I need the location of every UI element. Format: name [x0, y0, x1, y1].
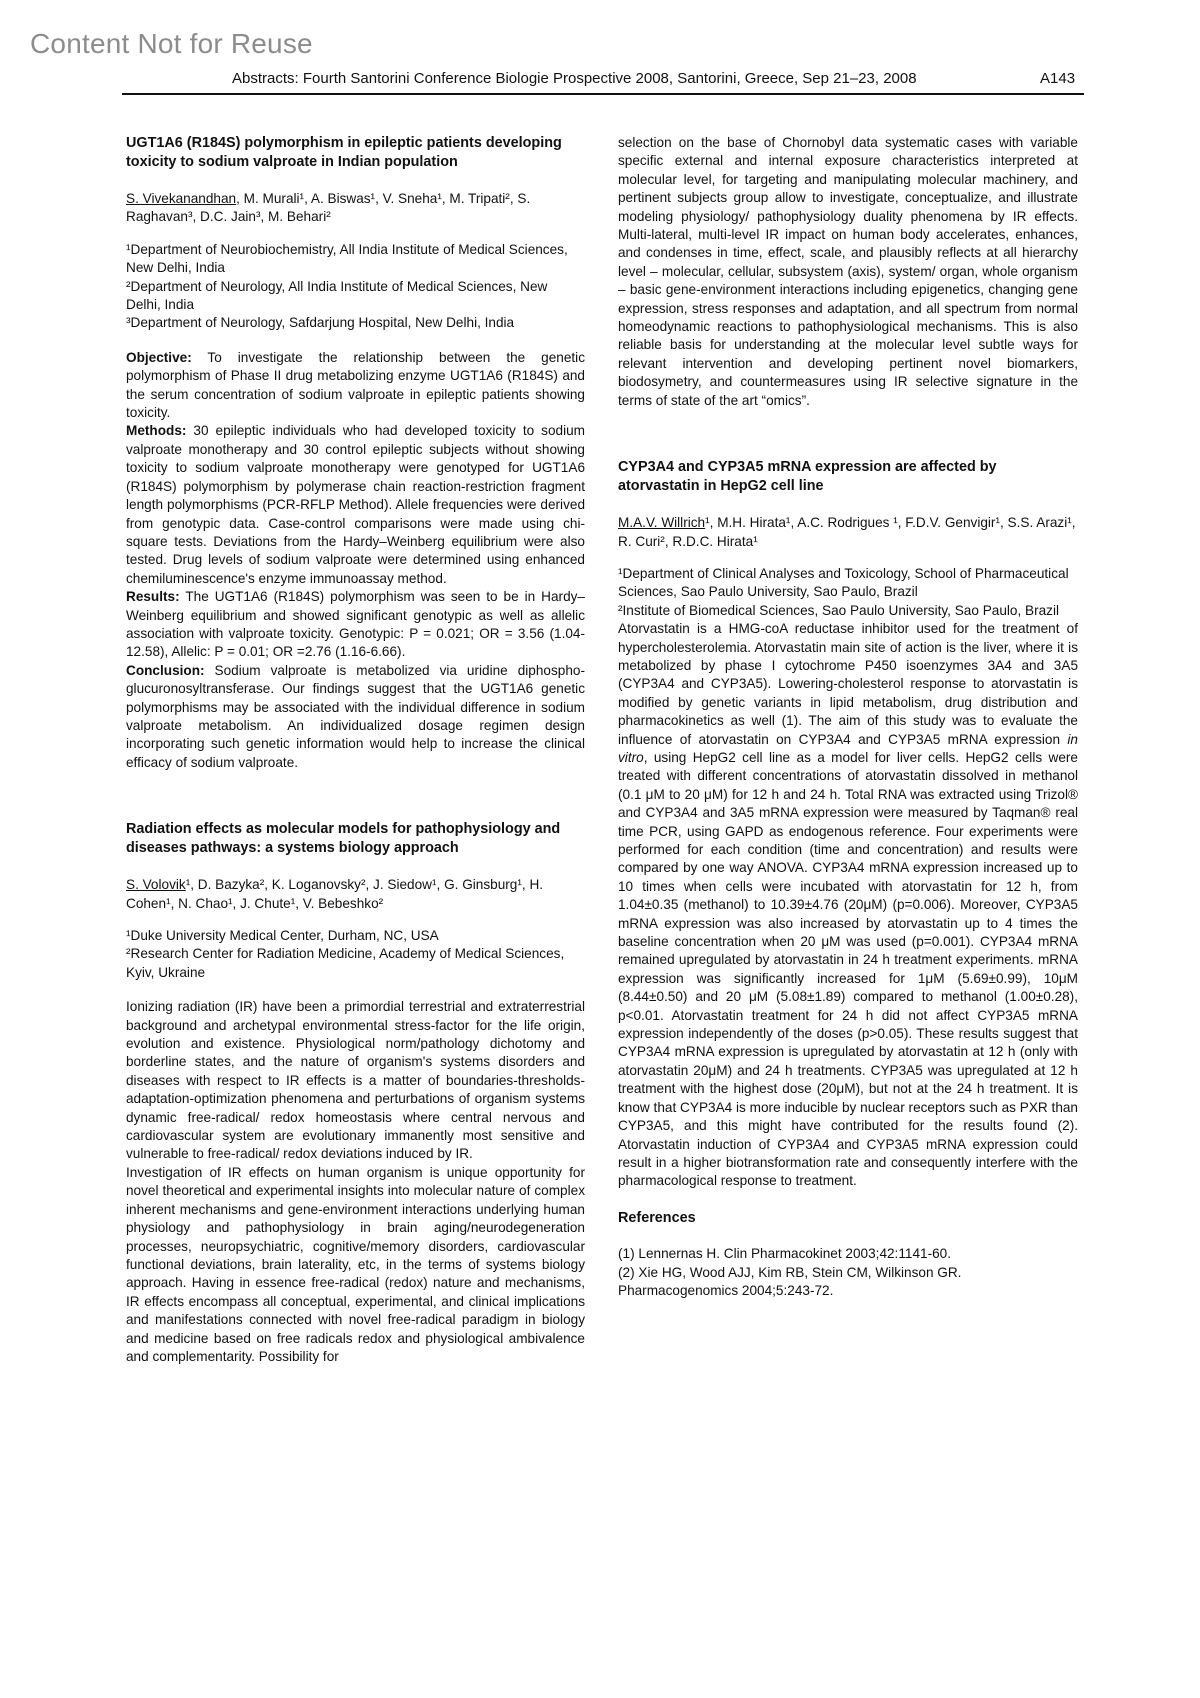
- left-column: [126, 134, 585, 1366]
- body-text: Atorvastatin is a HMG-coA reductase inhibitor used for the treatment of hypercholesterolemia. Atorvastatin main site of action is the liver, where it is metabolized by phase I cytochrome P450 isoenzymes 3A4 and 3A5 (CYP3A4 and CYP3A5). Lowering-cholesterol response to atorvastatin is modified by genetic variants in lipid metabolism, drug distribution and pharmacokinetics as well (1). The aim of this study was to evaluate the influence of atorvastatin on CYP3A4 and CYP3A5 mRNA expression: [618, 621, 1078, 747]
- abstract2-continuation: selection on the base of Chornobyl data systematic cases with variable specific external and internal exposure characteristics interpreted at molecular level, for targeting and manipulating molecular machinery, and pertinent subjects group allow to investigate, conceptualize, and illustrate modeling physiology/ pathophysiology duality phenomena by IR effects. Multi-lateral, multi-level IR impact on human body accelerates, enhances, and condenses in time, effect, scale, and plausibly reflects at all hierarchy level – molecular, cellular, subsystem (axis), system/ organ, whole organism – basic gene-environment interactions including epigenetics, changing gene expression, stress responses and adaptation, and all spectrum from normal homeodynamic reactions to pathophysiological mechanisms. This is also reliable basis for understanding at the molecular level subtle ways for relevant intervention and developing pertinent novel biomarkers, biodosymetry, and countermeasures using IR selective signature in the terms of state of the art “omics”.: [618, 135, 1078, 408]
- reference-item: (2) Xie HG, Wood AJJ, Kim RB, Stein CM, Wilkinson GR. Pharmacogenomics 2004;5:243-72.: [618, 1264, 962, 1298]
- abstract3-body: [618, 620, 1078, 1191]
- affiliation: ¹Duke University Medical Center, Durham, NC, USA: [126, 928, 439, 943]
- affiliation: ²Research Center for Radiation Medicine, Academy of Medical Sciences, Kyiv, Ukraine: [126, 946, 565, 980]
- abstract1-coauthors: , M. Murali¹, A. Biswas¹, V. Sneha¹, M. Tripati², S. Raghavan³, D.C. Jain³, M. Behari²: [126, 191, 531, 225]
- conclusion-text: Sodium valproate is metabolized via uridine diphospho-glucuronosyltransferase. Our findings suggest that the UGT1A6 genetic polymorphisms may be associated with the individual difference in sodium valproate metabolism. An individualized dosage regimen design incorporating such genetic information would help to increase the clinical efficacy of sodium valproate.: [126, 662, 585, 770]
- abstract3-presenting-author: M.A.V. Willrich: [618, 515, 706, 531]
- right-column: [618, 134, 1078, 1300]
- page-number: A143: [1040, 70, 1076, 87]
- conclusion-label: Conclusion:: [126, 662, 205, 678]
- abstract3-coauthors: ¹, M.H. Hirata¹, A.C. Rodrigues ¹, F.D.V. Genvigir¹, S.S. Arazi¹, R. Curi², R.D.C. Hirata¹: [618, 515, 1076, 549]
- affiliation: ¹Department of Clinical Analyses and Toxicology, School of Pharmaceutical Sciences, Sao Paulo University, Sao Paulo, Brazil: [618, 565, 1069, 600]
- abstract2-body: [126, 998, 585, 1366]
- abstract1-body: [126, 349, 585, 772]
- running-header: Abstracts: Fourth Santorini Conference Biologie Prospective 2008, Santorini, Greece, Sep 21–23, 2008: [232, 70, 917, 87]
- abstract1-presenting-author: S. Vivekanandhan: [126, 191, 237, 206]
- abstract2-presenting-author: S. Volovik: [126, 877, 186, 893]
- paragraph: Investigation of IR effects on human organism is unique opportunity for novel theoretical and experimental insights into molecular nature of complex inherent mechanisms and gene-environment interactions underlying human physiology and pathophysiology in brain aging/neurodegeneration processes, neuropsychiatric, cognitive/memory disorders, cardiovascular functional deviations, brain laterality, etc, in the terms of systems biology approach. Having in essence free-radical (redox) nature and mechanisms, IR effects encompass all conceptual, experimental, and clinical implications and manifestations connected with novel free-radical paradigm in biology and medicine based on free radicals redox and physiological ambivalence and complementarity. Possibility for: [126, 1164, 585, 1364]
- results-label: Results:: [126, 589, 180, 605]
- affiliation: ²Department of Neurology, All India Institute of Medical Sciences, New Delhi, India: [126, 278, 548, 313]
- abstract3-authors: [618, 514, 1078, 551]
- methods-label: Methods:: [126, 423, 187, 439]
- body-text: , using HepG2 cell line as a model for liver cells. HepG2 cells were treated with different concentrations of atorvastatin dissolved in methanol (0.1 μM to 20 μM) for 12 h and 24 h. Total RNA was extracted using Trizol® and CYP3A4 and 3A5 mRNA expression were measured by Taqman® real time PCR, using GAPD as endogenous reference. Four experiments were performed for each condition (time and concentration) and results were compared by one way ANOVA. CYP3A4 mRNA expression increased up to 10 times when cells were incubated with atorvastatin for 12 h, from 1.04±0.35 (methanol) to 10.39±4.76 (20μM) (p=0.006). Moreover, CYP3A5 mRNA expression was also increased by atorvastatin up to 4 times the baseline concentration when 20 μM was used (p=0.001). CYP3A4 mRNA remained upregulated by atorvastatin in 24 h treatment experiments. mRNA expression was significantly increased for 1μM (5.69±0.99), 10μM (8.44±0.50) and 20 μM (5.08±1.89) compared to methanol (1.00±0.28), p<0.01. Atorvastatin treatment for 24 h did not affect CYP3A5 mRNA expression independently of the doses (p>0.05). These results suggest that CYP3A4 mRNA expression is upregulated by atorvastatin at 12 h (only with atorvastatin 20μM) and 24 h treatments. CYP3A5 was upregulated at 12 h treatment with the highest dose (20μM), but not at the 24 h treatment. It is know that CYP3A4 is more inducible by nuclear receptors such as PXR than CYP3A5, and this might have contributed for the results found (2). Atorvastatin induction of CYP3A4 and CYP3A5 mRNA expression could result in a higher biotransformation rate and consequently interfere with the pharmacological response to treatment.: [618, 749, 1078, 1189]
- abstract2-title: Radiation effects as molecular models for pathophysiology and diseases pathways: a systems biology approach: [126, 821, 561, 857]
- objective-label: Objective:: [126, 349, 192, 365]
- affiliation: ³Department of Neurology, Safdarjung Hospital, New Delhi, India: [126, 315, 515, 331]
- abstract2-affiliations: [126, 927, 585, 982]
- conclusion-paragraph: [126, 662, 585, 772]
- methods-text: 30 epileptic individuals who had developed toxicity to sodium valproate monotherapy and 30 control epileptic subjects without showing toxicity to sodium valproate monotherapy were genotyped for UGT1A6 (R184S) polymorphism by polymerase chain reaction-restriction fragment length polymorphisms (PCR-RFLP Method). Allele frequencies were derived from genotypic data. Case-control comparisons were made using chi-square tests. Deviations from the Hardy–Weinberg equilibrium were also tested. Drug levels of sodium valproate were determined using enhanced chemiluminescence's enzyme immunoassay method.: [126, 423, 585, 586]
- abstract1-authors: [126, 190, 585, 227]
- methods-paragraph: [126, 422, 585, 588]
- abstract3-title: CYP3A4 and CYP3A5 mRNA expression are affected by atorvastatin in HepG2 cell line: [618, 459, 997, 495]
- results-text: The UGT1A6 (R184S) polymorphism was seen to be in Hardy–Weinberg equilibrium and showed significant genotypic as well as allelic association with valproate toxicity. Genotypic: P = 0.021; OR = 3.56 (1.04-12.58), Allelic: P = 0.01; OR =2.76 (1.16-6.66).: [126, 589, 585, 660]
- objective-text: To investigate the relationship between the genetic polymorphism of Phase II drug metabolizing enzyme UGT1A6 (R184S) and the serum concentration of sodium valproate in epileptic patients showing toxicity.: [126, 349, 585, 421]
- abstract3-affiliations: [618, 565, 1078, 620]
- abstract1-title: UGT1A6 (R184S) polymorphism in epileptic patients developing toxicity to sodium valproate in Indian population: [126, 135, 562, 170]
- reference-item: (1) Lennernas H. Clin Pharmacokinet 2003;42:1141-60.: [618, 1246, 951, 1262]
- abstract2-coauthors: ¹, D. Bazyka², K. Loganovsky², J. Siedow¹, G. Ginsburg¹, H. Cohen¹, N. Chao¹, J. Chute¹, V. Bebeshko²: [126, 877, 544, 911]
- references-list: [618, 1245, 1078, 1300]
- affiliation: ¹Department of Neurobiochemistry, All India Institute of Medical Sciences, New Delhi, India: [126, 241, 568, 276]
- affiliation: ²Institute of Biomedical Sciences, Sao Paulo University, Sao Paulo, Brazil: [618, 602, 1059, 618]
- abstract2-authors: [126, 876, 585, 913]
- results-paragraph: [126, 588, 585, 662]
- header-rule: [122, 93, 1084, 95]
- abstract1-affiliations: [126, 241, 585, 333]
- watermark: Content Not for Reuse: [30, 28, 313, 59]
- paragraph: Ionizing radiation (IR) have been a primordial terrestrial and extraterrestrial background and archetypal environmental stress-factor for the life origin, evolution and existence. Physiological norm/pathology dichotomy and borderline states, and the nature of organism's systems disorders and diseases with respect to IR effects is a matter of boundaries-thresholds-adaptation-optimization phenomena and perturbations of organism systems dynamic free-radical/ redox homeostasis where central nervous and cardiovascular system are evolutionary immanently most sensitive and vulnerable to free-radical/ redox deviations induced by IR.: [126, 999, 585, 1162]
- references-heading: References: [618, 1209, 696, 1226]
- body-italic: in vitro: [618, 731, 1078, 765]
- objective-paragraph: [126, 349, 585, 423]
